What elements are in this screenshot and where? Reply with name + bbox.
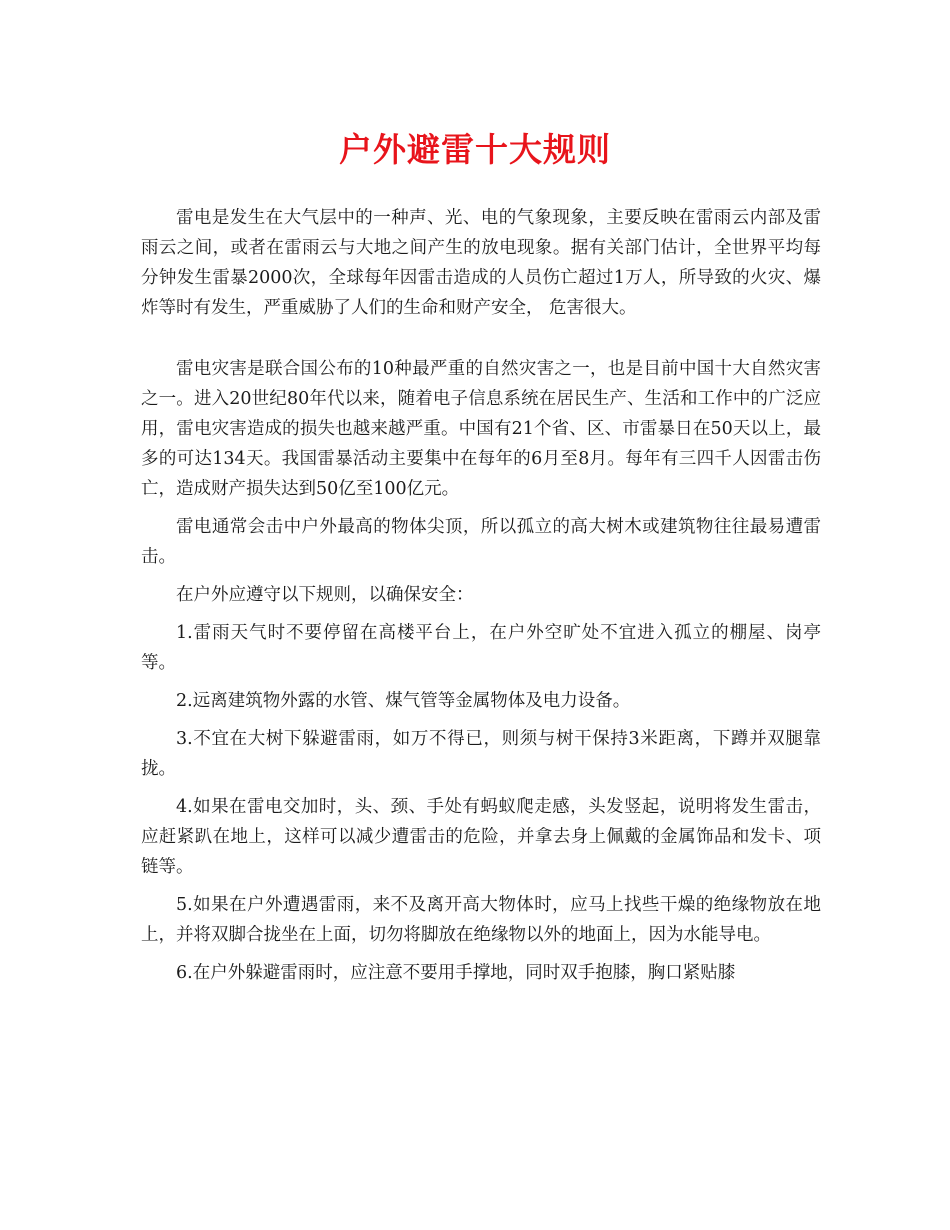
paragraph-rules-intro: 在户外应遵守以下规则，以确保安全： xyxy=(176,585,474,605)
rule-item-3: 3.不宜在大树下躲避雷雨，如万不得已，则须与树干保持3米距离，下蹲并双腿靠拢。 xyxy=(141,729,821,779)
paragraph-disaster: 雷电灾害是联合国公布的10种最严重的自然灾害之一，也是目前中国十大自然灾害之一。进入20世纪80年代以来，随着电子信息系统在居民生产、生活和工作中的广泛应用，雷电灾害造成的损失也越来越严重。中国有21个省、区、市雷暴日在50天以上，最多的可达134天。我国雷暴活动主要集中在每年的6月至8月。每年有三四千人因雷击伤亡，造成财产损失达到50亿至100亿元。 xyxy=(141,359,821,499)
document-body xyxy=(141,203,821,988)
document-title: 户外避雷十大规则 xyxy=(339,130,611,169)
rule-item-5: 5.如果在户外遭遇雷雨，来不及离开高大物体时，应马上找些干燥的绝缘物放在地上，并将双脚合拢坐在上面，切勿将脚放在绝缘物以外的地面上，因为水能导电。 xyxy=(141,895,821,945)
rule-item-6: 6.在户外躲避雷雨时，应注意不要用手撑地，同时双手抱膝，胸口紧贴膝 xyxy=(176,963,736,983)
rule-item-2: 2.远离建筑物外露的水管、煤气管等金属物体及电力设备。 xyxy=(176,691,631,711)
rule-item-1: 1.雷雨天气时不要停留在高楼平台上，在户外空旷处不宜进入孤立的棚屋、岗亭等。 xyxy=(141,623,821,673)
rule-item-4: 4.如果在雷电交加时，头、颈、手处有蚂蚁爬走感，头发竖起，说明将发生雷击，应赶紧趴在地上，这样可以减少遭雷击的危险，并拿去身上佩戴的金属饰品和发卡、项链等。 xyxy=(141,797,821,877)
paragraph-strike-target: 雷电通常会击中户外最高的物体尖顶，所以孤立的高大树木或建筑物往往最易遭雷击。 xyxy=(141,517,821,567)
paragraph-intro: 雷电是发生在大气层中的一种声、光、电的气象现象，主要反映在雷雨云内部及雷雨云之间，或者在雷雨云与大地之间产生的放电现象。据有关部门估计，全世界平均每分钟发生雷暴2000次，全球每年因雷击造成的人员伤亡超过1万人，所导致的火灾、爆炸等时有发生，严重威胁了人们的生命和财产安全， 危害很大。 xyxy=(141,208,821,318)
